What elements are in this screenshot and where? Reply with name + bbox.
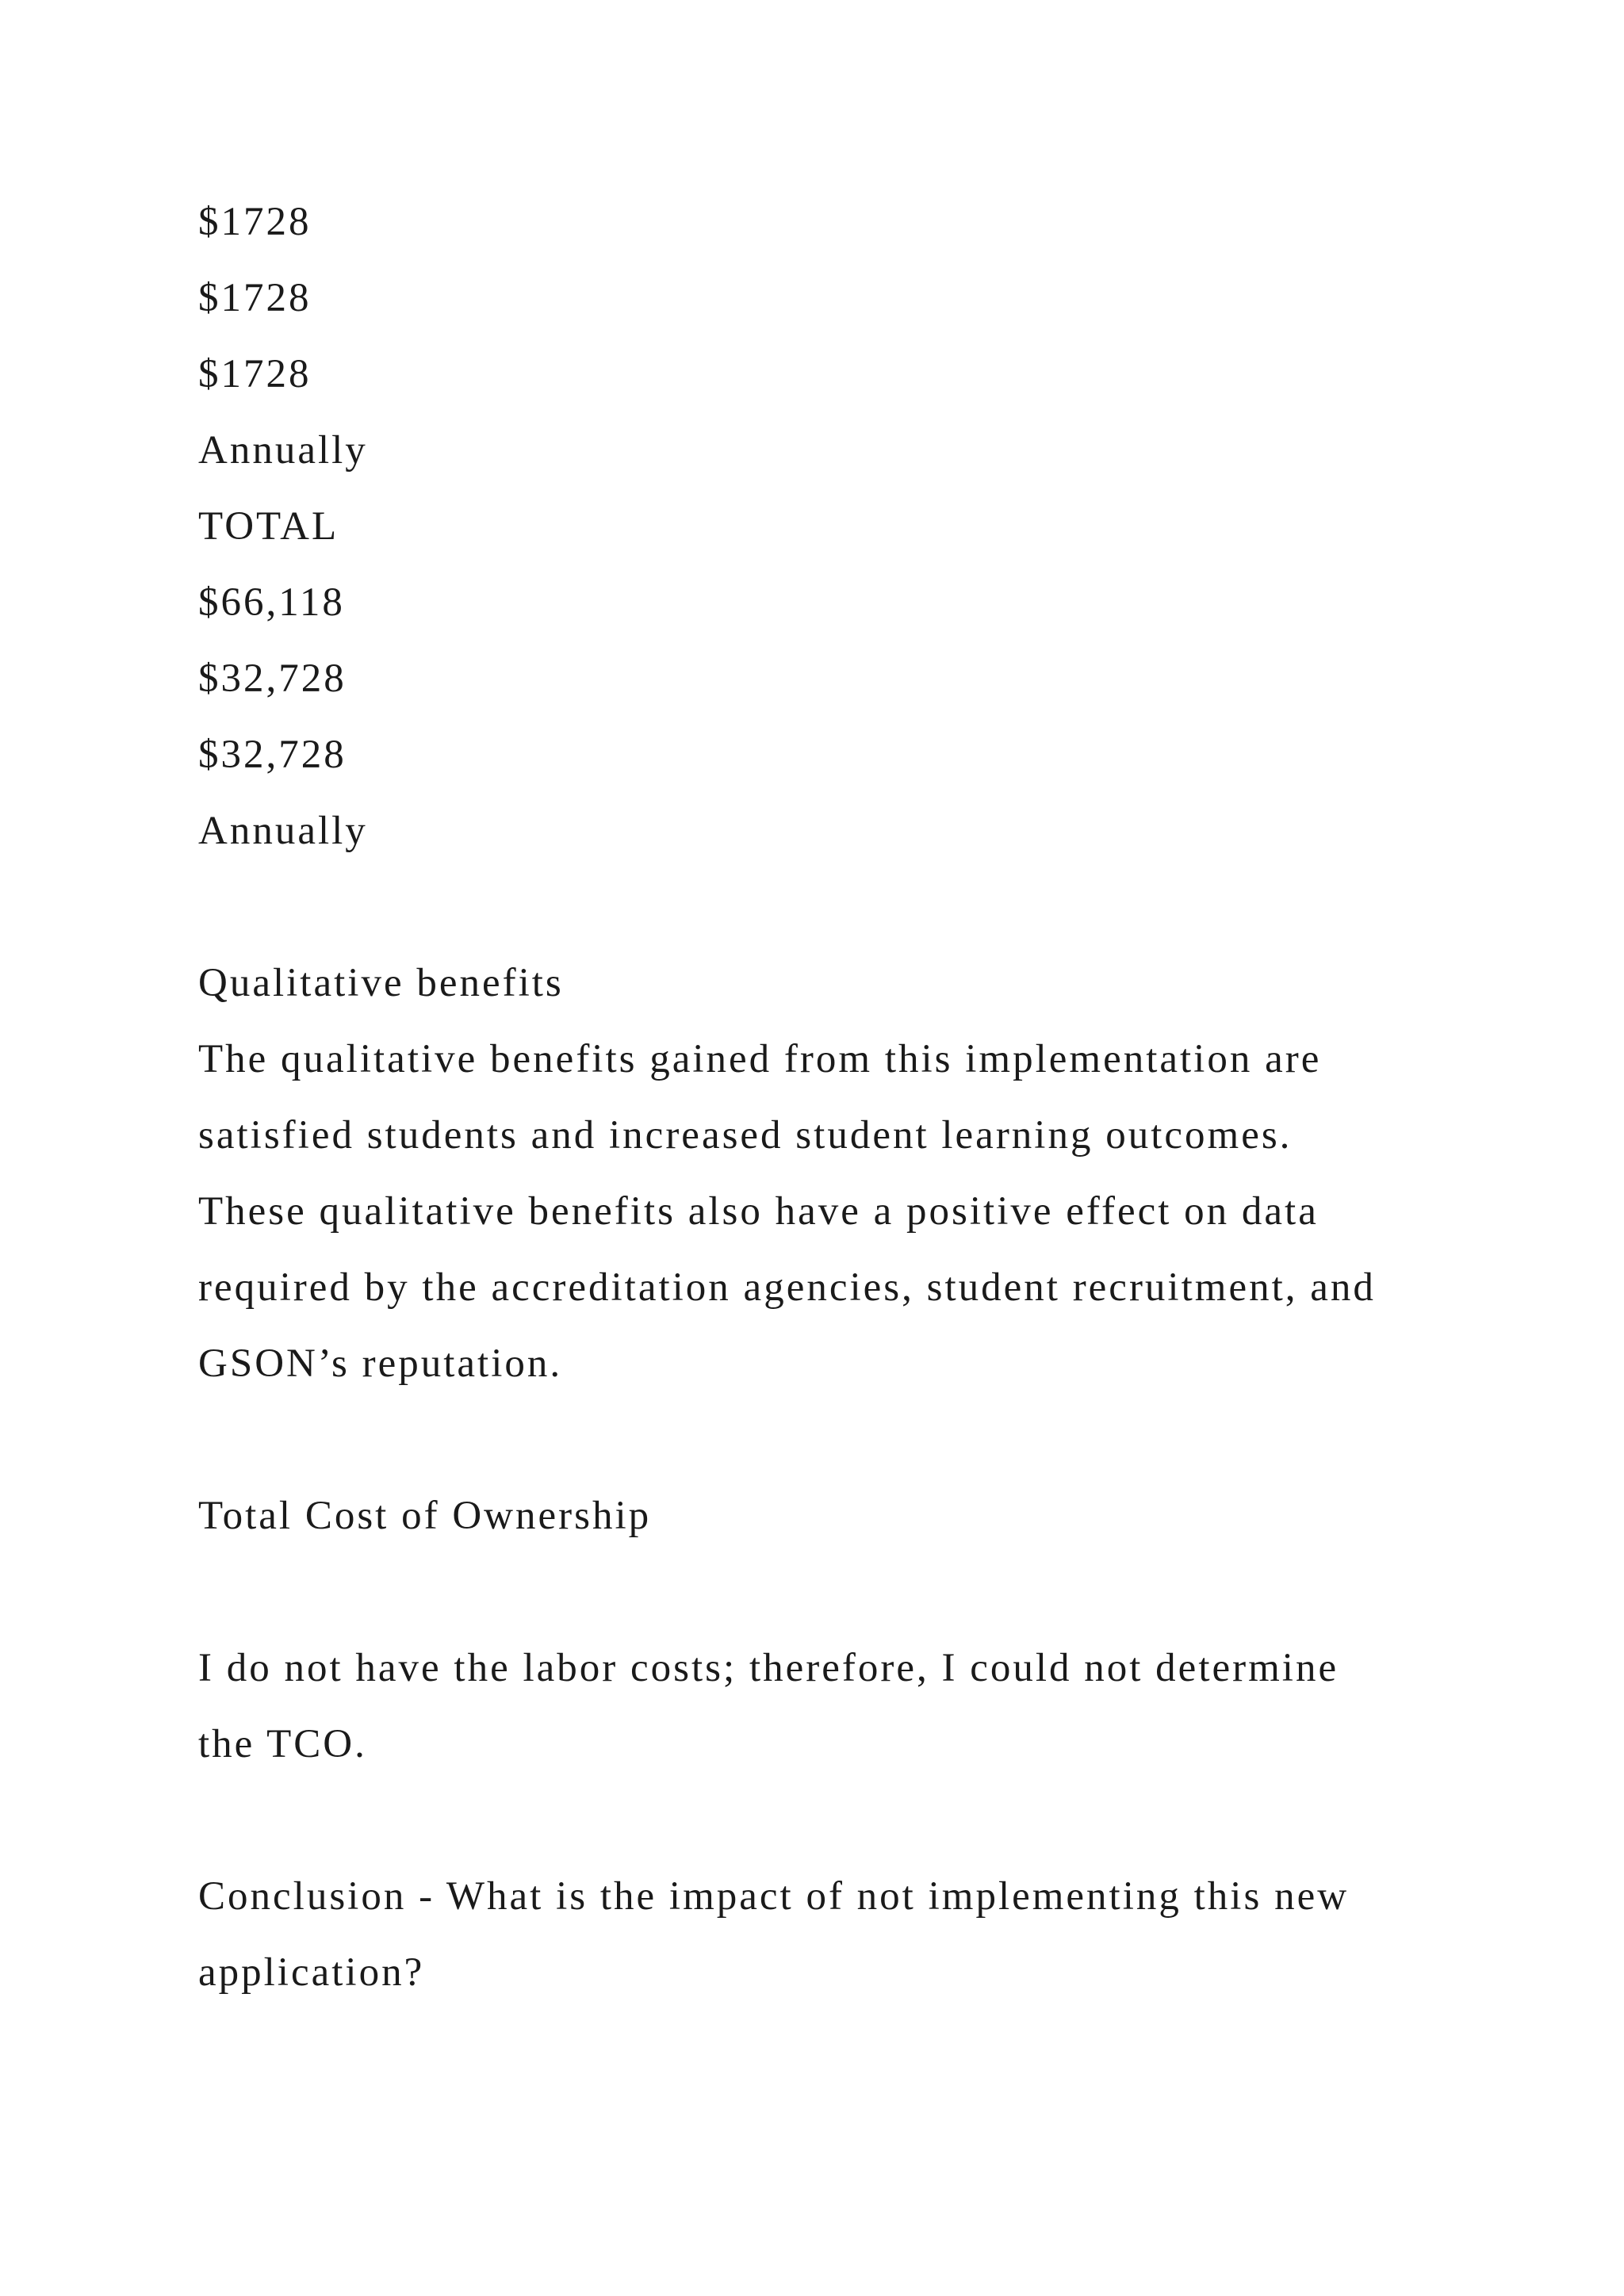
total-value: $32,728 — [198, 733, 347, 777]
paragraph-line: GSON’s reputation. — [198, 1341, 563, 1386]
tco-section — [198, 1478, 1467, 1782]
paragraph — [198, 1021, 1467, 1402]
cost-value: $1728 — [198, 276, 312, 320]
total-value: $66,118 — [198, 580, 345, 625]
paragraph — [198, 1630, 1467, 1782]
paragraph — [198, 1858, 1467, 2011]
paragraph-line: Conclusion - What is the impact of not implementing this new — [198, 1874, 1350, 1919]
document-body — [198, 184, 1467, 2011]
paragraph-line: application? — [198, 1950, 425, 1995]
conclusion-section — [198, 1858, 1467, 2011]
paragraph-line: The qualitative benefits gained from this implementation are — [198, 1037, 1322, 1081]
section-heading: Total Cost of Ownership — [198, 1494, 652, 1538]
cost-value: $1728 — [198, 200, 312, 244]
paragraph-line: the TCO. — [198, 1722, 367, 1766]
frequency-label: Annually — [198, 428, 368, 473]
paragraph-line: satisfied students and increased student learning outcomes. — [198, 1113, 1293, 1158]
cost-table-fragment — [198, 184, 1467, 869]
paragraph-line: required by the accreditation agencies, student recruitment, and — [198, 1265, 1376, 1310]
frequency-label: Annually — [198, 809, 368, 853]
cost-value: $1728 — [198, 352, 312, 396]
section-heading: Qualitative benefits — [198, 961, 564, 1005]
paragraph-line: These qualitative benefits also have a positive effect on data — [198, 1189, 1319, 1234]
total-value: $32,728 — [198, 656, 347, 701]
total-label: TOTAL — [198, 504, 339, 549]
qualitative-benefits-section — [198, 945, 1467, 1402]
paragraph-line: I do not have the labor costs; therefore, I could not determine — [198, 1646, 1339, 1690]
